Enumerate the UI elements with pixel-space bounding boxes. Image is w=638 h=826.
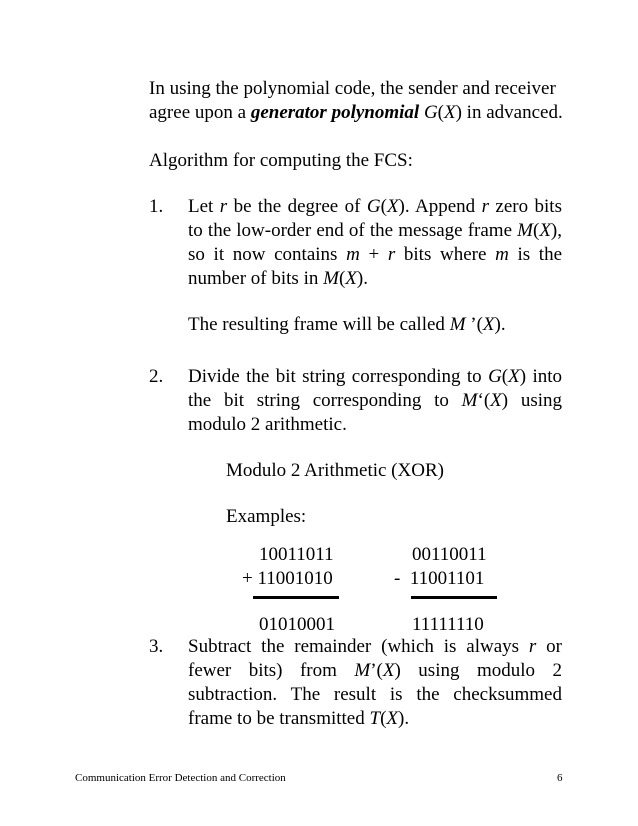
- step-3-line-1: Subtract the remainder (which is always r or: [188, 636, 563, 657]
- step-2-number: 2.: [149, 366, 164, 387]
- intro-line-1: In using the polynomial code, the sender and receiver: [149, 78, 556, 99]
- example-1-result: 01010001: [259, 614, 335, 635]
- intro-text: ) in advanced.: [455, 102, 563, 123]
- step-2-line-3: modulo 2 arithmetic.: [188, 414, 347, 435]
- step-3-number: 3.: [149, 636, 164, 657]
- intro-text: agree upon a: [149, 102, 251, 123]
- example-1-bottom: + 11001010: [242, 568, 333, 589]
- generator-polynomial-term: generator polynomial: [250, 102, 420, 123]
- example-1-top: 10011011: [259, 544, 334, 565]
- algorithm-heading: Algorithm for computing the FCS:: [149, 150, 413, 171]
- step-1-line-3: so it now contains m + r bits where m is the: [188, 244, 562, 265]
- step-1-line-2: to the low-order end of the message frame M(X),: [188, 220, 562, 241]
- var-x: X: [444, 102, 456, 123]
- example-2-divider: [411, 596, 497, 599]
- step-2-line-2: the bit string corresponding to M‘(X) using: [188, 390, 562, 411]
- example-2-top: 00110011: [412, 544, 487, 565]
- example-2-bottom: - 11001101: [394, 568, 485, 589]
- step-1-line-4: number of bits in M(X).: [188, 268, 368, 289]
- example-2-result: 11111110: [412, 614, 484, 635]
- step-1-result: The resulting frame will be called M ’(X).: [188, 314, 506, 335]
- step-1-line-1: Let r be the degree of G(X). Append r zero bits: [188, 196, 562, 217]
- paren: (: [437, 102, 444, 123]
- step-3-line-3: subtraction. The result is the checksummed: [188, 684, 562, 705]
- example-1-divider: [253, 596, 339, 599]
- step-3-line-4: frame to be transmitted T(X).: [188, 708, 410, 729]
- step-1-number: 1.: [149, 196, 164, 217]
- page-number: 6: [557, 772, 563, 784]
- intro-line-2: [149, 102, 563, 124]
- step-2-line-1: Divide the bit string corresponding to G(X) into: [188, 366, 563, 387]
- var-g: G: [423, 102, 438, 123]
- xor-heading: Modulo 2 Arithmetic (XOR): [226, 460, 444, 481]
- examples-label: Examples:: [226, 506, 307, 527]
- footer-title: Communication Error Detection and Correction: [75, 772, 286, 784]
- step-3-line-2: fewer bits) from M’(X) using modulo 2: [188, 660, 562, 681]
